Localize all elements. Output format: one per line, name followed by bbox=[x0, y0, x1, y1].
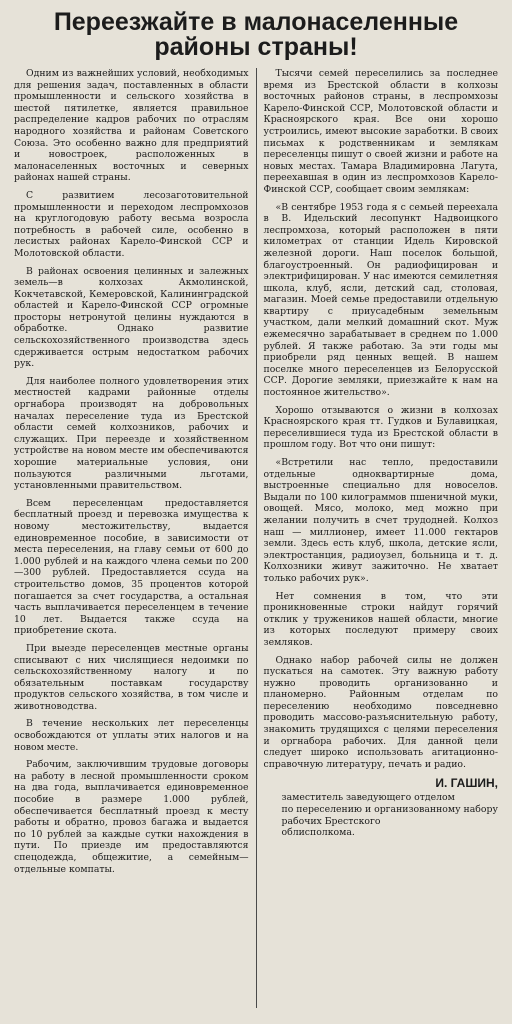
paragraph: В течение нескольких лет переселенцы освобождаются от уплаты этих налогов и на новом месте. bbox=[14, 718, 249, 753]
paragraph: В районах освоения целинных и залежных земель—в колхозах Акмолинской, Кокчетавской, Кемеровской, Калининградской областей и Карело-Финской ССР огромные просторы нетронутой целины нуждаются в обработке. Однако развитие сельскохозяйственного производства здесь сдерживается острым недостатком рабочих рук. bbox=[14, 265, 249, 370]
author-title-line: по переселению и организованному набору рабочих Брестского bbox=[281, 804, 498, 827]
paragraph: Всем переселенцам предоставляется бесплатный проезд и перевозка имущества к новому местожительству, выдается единовременное пособие, в зависимости от места переселения, на главу семьи от 600 до 1.000 рублей и на каждого члена семьи по 200—300 рублей. Предоставляется ссуда на строительство домов, 35 процентов которой погашается за счет государства, а остальная часть выплачивается переселенцем в течение 10 лет. Выдается также ссуда на приобретение скота. bbox=[14, 497, 249, 637]
paragraph: Однако набор рабочей силы не должен пускаться на самотек. Эту важную работу нужно проводить организованно и планомерно. Районным отделам по переселению необходимо повседневно проводить массово-разъяснительную работу, знакомить трудящихся с целями переселения и оргнабора рабочих. Для данной цели следует широко использовать агитационно-справочную литературу, печать и радио. bbox=[263, 654, 499, 770]
author-title bbox=[264, 792, 499, 838]
paragraph: С развитием лесозаготовительной промышленности и переходом леспромхозов на круглогодовую работу весьма возросла потребность в рабочей силе, особенно в лесистых районах Карело-Финской ССР и Молотовской области. bbox=[14, 189, 249, 259]
column-divider bbox=[256, 68, 257, 1008]
headline-line-1: Переезжайте в малонаселенные bbox=[53, 8, 459, 36]
headline-line-2: районы страны! bbox=[154, 33, 358, 61]
right-column bbox=[264, 68, 499, 839]
paragraph: Одним из важнейших условий, необходимых для решения задач, поставленных в области промышленности и сельского хозяйства в шестой пятилетке, является правильное распределение кадров рабочих по отраслям народного хозяйства и районам Советского Союза. Это особенно важно для предприятий и новостроек, расположенных в малонаселенных восточных и северных районах нашей страны. bbox=[14, 68, 249, 184]
paragraph: При выезде переселенцев местные органы списывают с них числящиеся недоимки по сельскохозяйственному налогу и по обязательным поставкам государству продуктов сельского хозяйства, в том числе и животноводства. bbox=[14, 642, 249, 712]
paragraph: Для наиболее полного удовлетворения этих местностей кадрами районные отделы оргнабора производят на добровольных началах переселение туда из Брестской области семей колхозников, рабочих и служащих. При переезде и хозяйственном устройстве на новом месте им обеспечиваются хорошие материальные условия, они пользуются различными льготами, установленными правительством. bbox=[14, 375, 249, 492]
paragraph: Тысячи семей переселились за последнее время из Брестской области в колхозы восточных районов страны, в леспромхозы Карело-Финской ССР, Молотовской области и Красноярского края. Все они хорошо устроились, имеют высокие заработки. В своих письмах к родственникам и землякам переселенцы пишут о своей жизни и работе на новых местах. Тамара Владимировна Лагута, переехавшая в один из леспромхозов Карело-Финской ССР, сообщает своим землякам: bbox=[263, 68, 499, 195]
paragraph: Нет сомнения в том, что эти проникновенные строки найдут горячий отклик у тружеников нашей области, многие из которых последуют примеру своих земляков. bbox=[263, 590, 499, 648]
article-headline bbox=[14, 10, 498, 60]
paragraph: Рабочим, заключившим трудовые договоры на работу в лесной промышленности сроком на два года, выплачивается единовременное пособие в размере 1.000 рублей, обеспечивается бесплатный проезд к месту работы и обратно, провоз багажа и выдается по 10 рублей за каждые сутки нахождения в пути. По приезде им предоставляются спецодежда, общежитие, а семейным—отдельные компаты. bbox=[14, 759, 249, 875]
author-title-line: заместитель заведующего отделом bbox=[281, 792, 455, 804]
author-signature: И. ГАШИН, bbox=[435, 776, 499, 791]
paragraph: Хорошо отзываются о жизни в колхозах Красноярского края тт. Гудков и Булавицкая, переселившиеся туда из Брестской области в прошлом году. Вот что они пишут: bbox=[263, 404, 499, 451]
quote-paragraph: «В сентябре 1953 года я с семьей переехала в В. Идельский лесопункт Надвоицкого леспромхоза, который расположен в пяти километрах от станции Идель Кировской железной дороги. Наш поселок большой, благоустроенный. Он радиофицирован и электрифицирован. У нас имеются семилетняя школа, клуб, ясли, детский сад, столовая, магазин. Моей семье предоставили отдельную квартиру с приусадебным земельным участком, дали мелкий домашний скот. Муж ежемесячно зарабатывает в среднем по 1.000 рублей. Я также работаю. За эти годы мы приобрели ряд ценных вещей. В нашем поселке много переселенцев из Белорусской ССР. Дорогие земляки, приезжайте к нам на постоянное жительство». bbox=[263, 201, 499, 399]
left-column bbox=[14, 68, 249, 881]
quote-paragraph: «Встретили нас тепло, предоставили отдельные одноквартирные дома, выстроенные специально для новоселов. Выдали по 100 килограммов пшеничной муки, овощей. Мясо, молоко, мед можно при желании получить в счет трудодней. Колхоз наш — миллионер, имеет 11.000 гектаров земли. Здесь есть клуб, школа, детские ясли, электростанция, радиоузел, больница и т. д. Колхозники живут зажиточно. Не хватает только рабочих рук». bbox=[263, 457, 499, 584]
article-columns bbox=[14, 68, 498, 1008]
author-title-line: облисполкома. bbox=[281, 827, 355, 839]
